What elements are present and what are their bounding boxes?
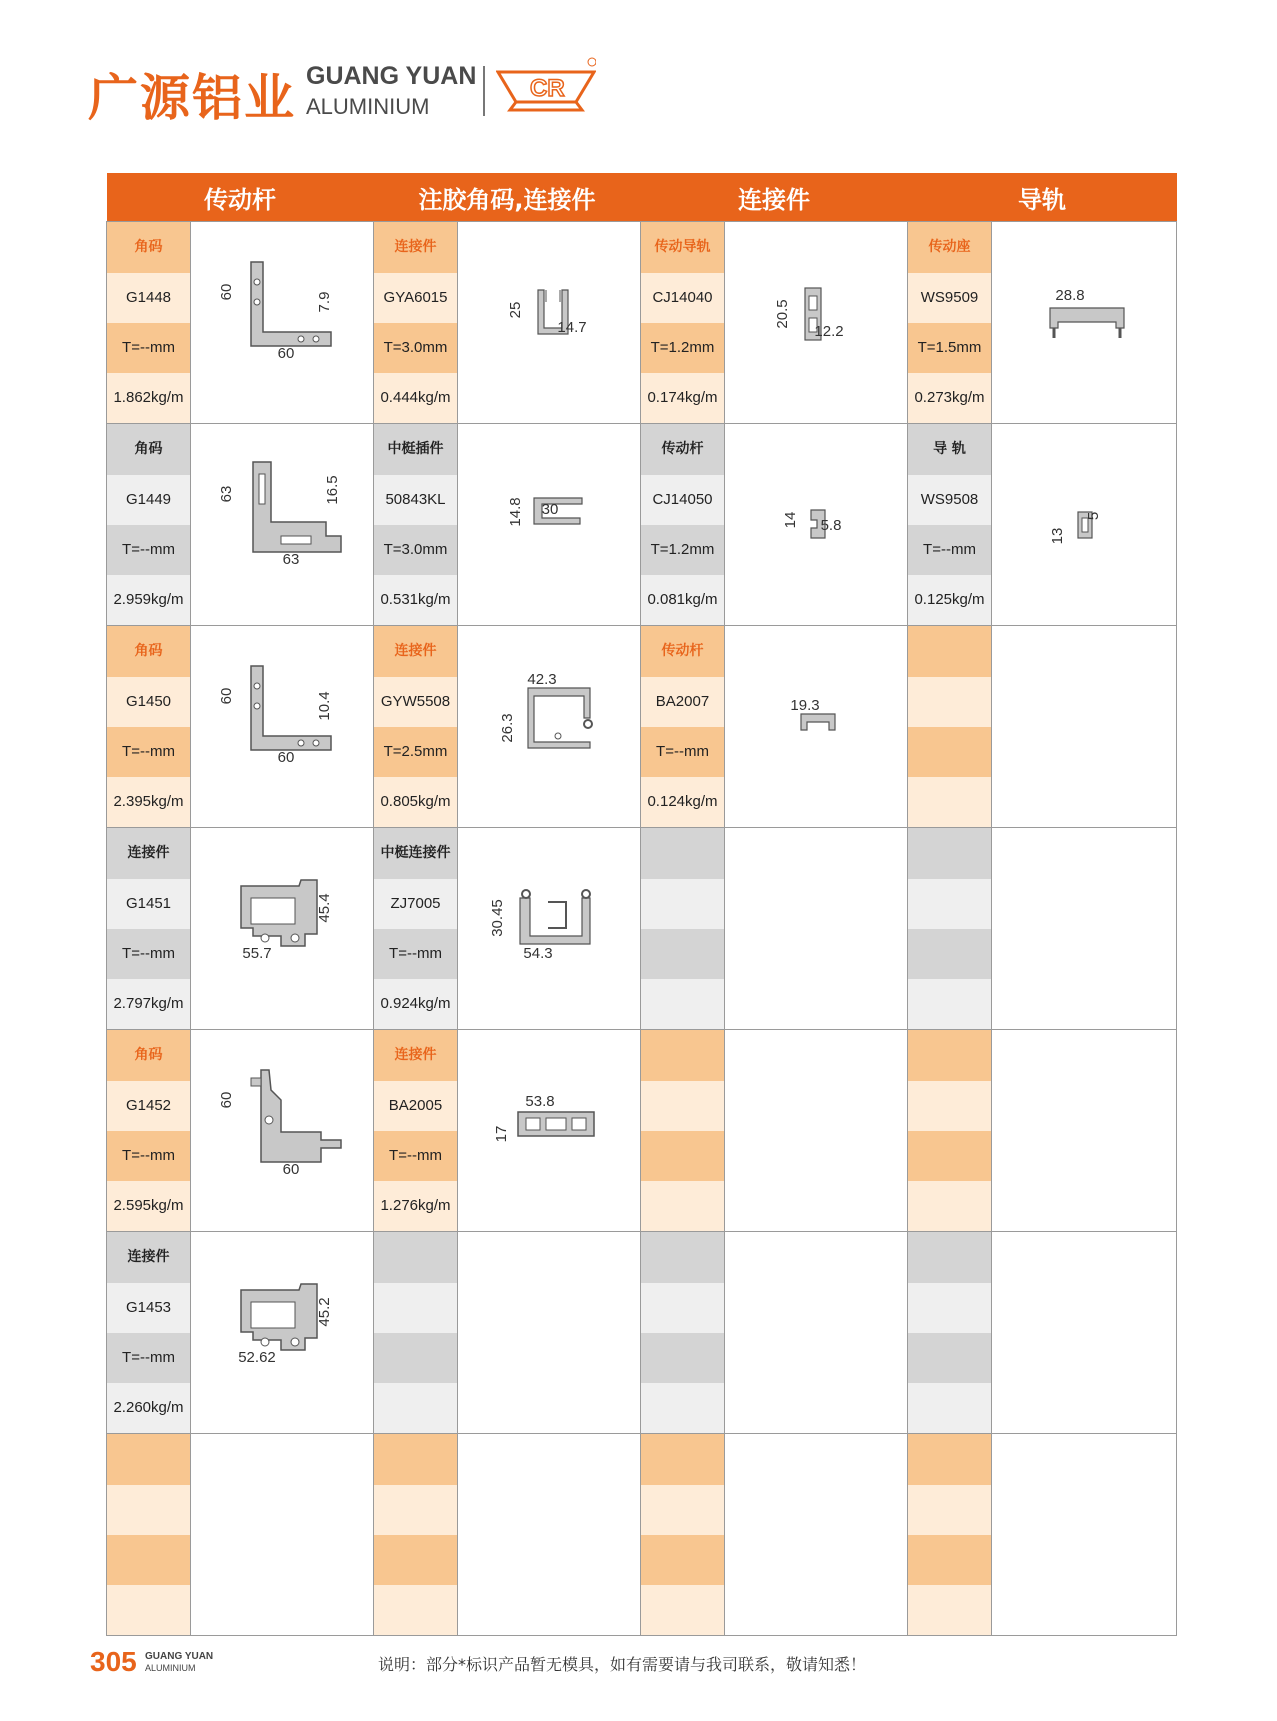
product-thickness: T=--mm bbox=[107, 323, 190, 373]
product-thickness bbox=[641, 1535, 724, 1585]
footer-note: 说明：部分*标识产品暂无模具，如有需要请与我司联系，敬请知悉！ bbox=[378, 1655, 867, 1674]
profile-drawing bbox=[458, 1030, 640, 1231]
product-thickness bbox=[908, 929, 991, 979]
profile-drawing bbox=[191, 626, 373, 827]
product-weight: 0.531kg/m bbox=[374, 575, 457, 625]
dimension-label: 60 bbox=[277, 749, 295, 766]
product-title bbox=[641, 1232, 724, 1283]
dimension-label: 54.3 bbox=[523, 945, 553, 962]
product-row bbox=[107, 1232, 1177, 1434]
dimension-label: 60 bbox=[218, 283, 235, 301]
product-weight bbox=[908, 1585, 991, 1635]
product-drawing-cell bbox=[725, 1030, 908, 1232]
product-weight bbox=[374, 1383, 457, 1433]
dimension-label: 60 bbox=[282, 1161, 300, 1178]
product-code: GYW5508 bbox=[374, 677, 457, 727]
product-code: WS9508 bbox=[908, 475, 991, 525]
product-thickness: T=--mm bbox=[374, 1131, 457, 1181]
product-drawing-cell bbox=[992, 424, 1177, 626]
product-info bbox=[107, 1434, 191, 1636]
profile-drawing bbox=[725, 626, 907, 827]
product-title: 连接件 bbox=[107, 1232, 190, 1283]
product-title bbox=[908, 1434, 991, 1485]
product-drawing-cell bbox=[992, 222, 1177, 424]
product-title bbox=[641, 828, 724, 879]
brand-name-cn: 广源铝业 bbox=[88, 69, 296, 127]
dimension-label: 63 bbox=[218, 485, 235, 503]
profile-drawing bbox=[992, 222, 1174, 423]
profile-drawing bbox=[458, 424, 640, 625]
footer-brand-1: GUANG YUAN bbox=[145, 1651, 214, 1662]
product-drawing-cell bbox=[191, 1030, 374, 1232]
product-drawing-cell bbox=[992, 626, 1177, 828]
product-thickness: T=1.5mm bbox=[908, 323, 991, 373]
dimension-label: 28.8 bbox=[1055, 287, 1085, 304]
product-weight: 2.395kg/m bbox=[107, 777, 190, 827]
product-drawing-cell bbox=[725, 424, 908, 626]
page-number: 305 bbox=[90, 1646, 137, 1677]
product-code: BA2005 bbox=[374, 1081, 457, 1131]
product-info bbox=[374, 424, 458, 626]
product-row bbox=[107, 626, 1177, 828]
product-drawing-cell bbox=[458, 424, 641, 626]
product-code bbox=[908, 1485, 991, 1535]
product-drawing-cell bbox=[191, 626, 374, 828]
product-weight bbox=[908, 1181, 991, 1231]
brand-divider bbox=[483, 66, 485, 116]
product-info bbox=[641, 222, 725, 424]
product-title: 连接件 bbox=[374, 222, 457, 273]
product-drawing-cell bbox=[725, 626, 908, 828]
dimension-label: 45.2 bbox=[316, 1297, 333, 1327]
product-thickness: T=--mm bbox=[908, 525, 991, 575]
product-title bbox=[908, 828, 991, 879]
product-weight bbox=[641, 1585, 724, 1635]
product-info bbox=[107, 828, 191, 1030]
product-info bbox=[641, 828, 725, 1030]
product-drawing-cell bbox=[992, 1030, 1177, 1232]
product-drawing-cell bbox=[725, 222, 908, 424]
product-title: 传动杆 bbox=[641, 424, 724, 475]
product-info bbox=[641, 626, 725, 828]
profile-drawing bbox=[191, 424, 373, 625]
product-code bbox=[908, 1283, 991, 1333]
product-drawing-cell bbox=[725, 1434, 908, 1636]
product-title bbox=[374, 1434, 457, 1485]
product-info bbox=[107, 1030, 191, 1232]
product-code: ZJ7005 bbox=[374, 879, 457, 929]
product-thickness: T=--mm bbox=[107, 525, 190, 575]
product-thickness: T=3.0mm bbox=[374, 525, 457, 575]
product-info bbox=[908, 1434, 992, 1636]
dimension-label: 19.3 bbox=[790, 697, 820, 714]
product-thickness bbox=[107, 1535, 190, 1585]
product-weight bbox=[641, 1383, 724, 1433]
product-thickness bbox=[908, 1535, 991, 1585]
product-info bbox=[374, 1434, 458, 1636]
product-code: BA2007 bbox=[641, 677, 724, 727]
dimension-label: 12.2 bbox=[814, 323, 844, 340]
product-drawing-cell bbox=[191, 828, 374, 1030]
dimension-label: 25 bbox=[507, 301, 524, 319]
brand-name-en-2: ALUMINIUM bbox=[306, 94, 430, 119]
product-thickness: T=--mm bbox=[107, 929, 190, 979]
product-title: 导 轨 bbox=[908, 424, 991, 475]
product-info bbox=[908, 222, 992, 424]
product-row bbox=[107, 1434, 1177, 1636]
dimension-label: 60 bbox=[277, 345, 295, 362]
product-drawing-cell bbox=[725, 1232, 908, 1434]
product-code bbox=[908, 879, 991, 929]
dimension-label: 13 bbox=[1049, 527, 1066, 545]
product-title: 连接件 bbox=[107, 828, 190, 879]
product-drawing-cell bbox=[191, 1232, 374, 1434]
product-code bbox=[641, 1081, 724, 1131]
product-info bbox=[908, 424, 992, 626]
dimension-label: 63 bbox=[282, 551, 300, 568]
product-info bbox=[908, 1232, 992, 1434]
dimension-label: 42.3 bbox=[527, 671, 557, 688]
dimension-label: 26.3 bbox=[499, 713, 516, 743]
category-header: 导轨 bbox=[908, 173, 1177, 222]
product-drawing-cell bbox=[458, 222, 641, 424]
product-title bbox=[641, 1030, 724, 1081]
dimension-label: 55.7 bbox=[242, 945, 272, 962]
dimension-label: 60 bbox=[218, 1091, 235, 1109]
product-thickness: T=--mm bbox=[107, 727, 190, 777]
product-title bbox=[641, 1434, 724, 1485]
product-thickness: T=--mm bbox=[107, 1333, 190, 1383]
dimension-label: 60 bbox=[218, 687, 235, 705]
product-thickness bbox=[908, 1131, 991, 1181]
product-weight: 0.444kg/m bbox=[374, 373, 457, 423]
product-code: CJ14050 bbox=[641, 475, 724, 525]
product-catalog-table bbox=[106, 173, 1177, 1636]
product-info bbox=[641, 424, 725, 626]
product-thickness bbox=[908, 1333, 991, 1383]
profile-drawing bbox=[458, 222, 640, 423]
product-thickness bbox=[641, 1333, 724, 1383]
product-info bbox=[374, 222, 458, 424]
product-drawing-cell bbox=[992, 828, 1177, 1030]
dimension-label: 30 bbox=[541, 501, 559, 518]
product-weight: 0.174kg/m bbox=[641, 373, 724, 423]
product-thickness: T=--mm bbox=[641, 727, 724, 777]
brand-name-en-1: GUANG YUAN bbox=[306, 62, 477, 90]
product-code bbox=[641, 1283, 724, 1333]
product-title: 角码 bbox=[107, 424, 190, 475]
product-drawing-cell bbox=[458, 1030, 641, 1232]
product-drawing-cell bbox=[191, 1434, 374, 1636]
product-code: G1450 bbox=[107, 677, 190, 727]
product-title: 中梃插件 bbox=[374, 424, 457, 475]
product-row bbox=[107, 424, 1177, 626]
product-code bbox=[374, 1485, 457, 1535]
profile-drawing bbox=[191, 1030, 373, 1231]
product-info bbox=[374, 1232, 458, 1434]
product-thickness bbox=[374, 1333, 457, 1383]
product-title bbox=[908, 1030, 991, 1081]
product-thickness: T=3.0mm bbox=[374, 323, 457, 373]
product-thickness: T=1.2mm bbox=[641, 323, 724, 373]
product-code: G1451 bbox=[107, 879, 190, 929]
brand-mark-icon bbox=[496, 56, 596, 114]
product-weight: 2.260kg/m bbox=[107, 1383, 190, 1433]
dimension-label: 16.5 bbox=[324, 475, 341, 505]
product-drawing-cell bbox=[458, 626, 641, 828]
product-title: 角码 bbox=[107, 222, 190, 273]
category-header: 传动杆 bbox=[107, 173, 374, 222]
product-title: 传动杆 bbox=[641, 626, 724, 677]
product-title: 传动导轨 bbox=[641, 222, 724, 273]
product-weight bbox=[908, 777, 991, 827]
profile-drawing bbox=[992, 424, 1174, 625]
dimension-label: 45.4 bbox=[316, 893, 333, 923]
profile-drawing bbox=[191, 828, 373, 1029]
product-info bbox=[641, 1434, 725, 1636]
product-info bbox=[107, 626, 191, 828]
product-title: 角码 bbox=[107, 1030, 190, 1081]
product-info bbox=[908, 1030, 992, 1232]
product-weight: 0.124kg/m bbox=[641, 777, 724, 827]
product-title: 连接件 bbox=[374, 1030, 457, 1081]
product-info bbox=[107, 1232, 191, 1434]
product-row bbox=[107, 222, 1177, 424]
product-code bbox=[641, 879, 724, 929]
dimension-label: 14 bbox=[782, 511, 799, 529]
footer-brand-2: ALUMINIUM bbox=[145, 1663, 196, 1673]
product-code: WS9509 bbox=[908, 273, 991, 323]
dimension-label: 20.5 bbox=[774, 299, 791, 329]
product-thickness bbox=[908, 727, 991, 777]
product-weight: 0.273kg/m bbox=[908, 373, 991, 423]
product-drawing-cell bbox=[992, 1434, 1177, 1636]
product-code: G1452 bbox=[107, 1081, 190, 1131]
product-weight: 1.276kg/m bbox=[374, 1181, 457, 1231]
dimension-label: 5 bbox=[1085, 511, 1102, 521]
product-info bbox=[908, 626, 992, 828]
product-info bbox=[107, 424, 191, 626]
product-weight: 0.924kg/m bbox=[374, 979, 457, 1029]
product-weight: 2.959kg/m bbox=[107, 575, 190, 625]
dimension-label: 14.8 bbox=[507, 497, 524, 527]
product-drawing-cell bbox=[992, 1232, 1177, 1434]
product-info bbox=[374, 828, 458, 1030]
profile-drawing bbox=[458, 828, 640, 1029]
product-weight: 1.862kg/m bbox=[107, 373, 190, 423]
product-drawing-cell bbox=[458, 1434, 641, 1636]
product-info bbox=[641, 1232, 725, 1434]
product-title bbox=[107, 1434, 190, 1485]
product-weight: 0.805kg/m bbox=[374, 777, 457, 827]
product-code bbox=[641, 1485, 724, 1535]
product-title bbox=[374, 1232, 457, 1283]
product-title: 传动座 bbox=[908, 222, 991, 273]
product-code: G1448 bbox=[107, 273, 190, 323]
profile-drawing bbox=[725, 222, 907, 423]
product-row bbox=[107, 828, 1177, 1030]
dimension-label: 10.4 bbox=[316, 691, 333, 721]
product-thickness bbox=[641, 1131, 724, 1181]
profile-drawing bbox=[458, 626, 640, 827]
product-thickness: T=--mm bbox=[107, 1131, 190, 1181]
product-thickness bbox=[641, 929, 724, 979]
product-row bbox=[107, 1030, 1177, 1232]
product-weight bbox=[908, 1383, 991, 1433]
profile-drawing bbox=[191, 222, 373, 423]
profile-drawing bbox=[725, 424, 907, 625]
product-title: 中梃连接件 bbox=[374, 828, 457, 879]
product-thickness bbox=[374, 1535, 457, 1585]
category-header: 注胶角码,连接件 bbox=[374, 173, 641, 222]
product-drawing-cell bbox=[191, 222, 374, 424]
profile-drawing bbox=[191, 1232, 373, 1433]
product-drawing-cell bbox=[191, 424, 374, 626]
product-code bbox=[908, 677, 991, 727]
product-title bbox=[908, 1232, 991, 1283]
product-weight bbox=[374, 1585, 457, 1635]
product-weight: 2.595kg/m bbox=[107, 1181, 190, 1231]
product-code bbox=[374, 1283, 457, 1333]
product-weight bbox=[107, 1585, 190, 1635]
product-code bbox=[908, 1081, 991, 1131]
product-weight: 0.125kg/m bbox=[908, 575, 991, 625]
product-drawing-cell bbox=[458, 1232, 641, 1434]
product-thickness: T=2.5mm bbox=[374, 727, 457, 777]
dimension-label: 17 bbox=[493, 1125, 510, 1143]
product-weight: 2.797kg/m bbox=[107, 979, 190, 1029]
product-code: G1453 bbox=[107, 1283, 190, 1333]
product-drawing-cell bbox=[725, 828, 908, 1030]
product-info bbox=[908, 828, 992, 1030]
product-weight bbox=[908, 979, 991, 1029]
product-thickness: T=1.2mm bbox=[641, 525, 724, 575]
product-thickness: T=--mm bbox=[374, 929, 457, 979]
product-info bbox=[107, 222, 191, 424]
product-code: G1449 bbox=[107, 475, 190, 525]
dimension-label: 7.9 bbox=[316, 291, 333, 313]
dimension-label: 14.7 bbox=[557, 319, 587, 336]
product-weight: 0.081kg/m bbox=[641, 575, 724, 625]
product-title bbox=[908, 626, 991, 677]
svg-text:CR: CR bbox=[530, 75, 565, 102]
product-weight bbox=[641, 1181, 724, 1231]
product-info bbox=[374, 626, 458, 828]
dimension-label: 53.8 bbox=[525, 1093, 555, 1110]
product-code: GYA6015 bbox=[374, 273, 457, 323]
category-header: 连接件 bbox=[641, 173, 908, 222]
product-weight bbox=[641, 979, 724, 1029]
product-title: 角码 bbox=[107, 626, 190, 677]
dimension-label: 30.45 bbox=[489, 899, 506, 937]
product-code: 50843KL bbox=[374, 475, 457, 525]
product-drawing-cell bbox=[458, 828, 641, 1030]
product-info bbox=[374, 1030, 458, 1232]
product-code bbox=[107, 1485, 190, 1535]
product-title: 连接件 bbox=[374, 626, 457, 677]
product-code: CJ14040 bbox=[641, 273, 724, 323]
product-info bbox=[641, 1030, 725, 1232]
category-header-row bbox=[107, 173, 1177, 222]
dimension-label: 5.8 bbox=[820, 517, 842, 534]
dimension-label: 52.62 bbox=[238, 1349, 276, 1366]
